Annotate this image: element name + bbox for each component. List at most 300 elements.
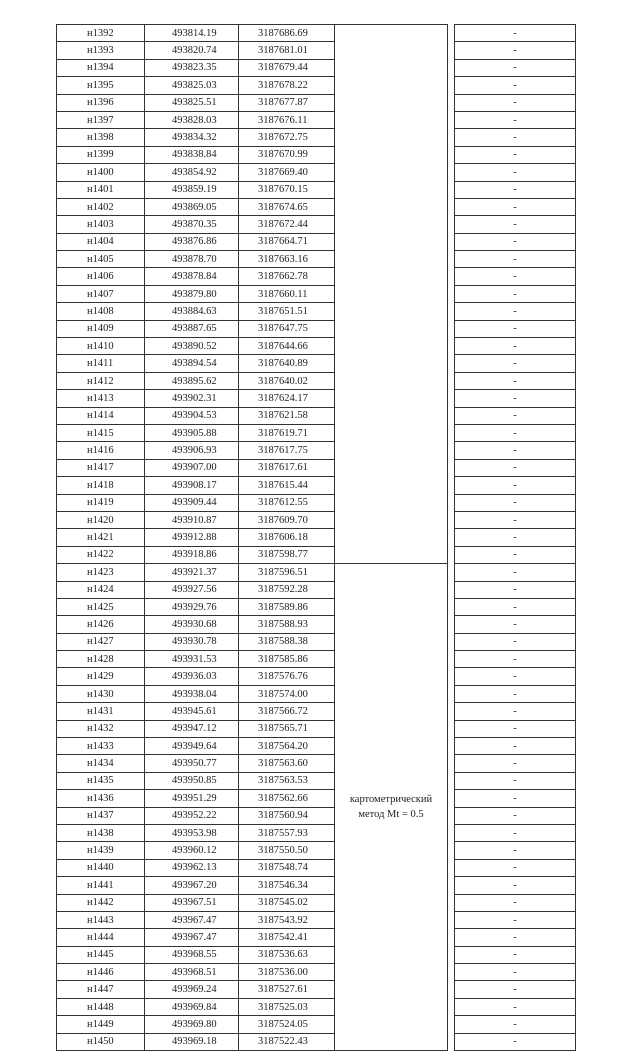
spacer-cell [448,338,455,355]
x-coordinate-cell: 493878.70 [145,251,239,268]
x-coordinate-cell: 493825.51 [145,94,239,111]
table-row [57,477,576,494]
point-id-cell: н1422 [57,546,145,563]
x-coordinate-cell: 493967.51 [145,894,239,911]
note-cell: - [455,268,576,285]
x-coordinate-cell: 493879.80 [145,285,239,302]
note-cell: - [455,1033,576,1050]
spacer-cell [448,859,455,876]
spacer-cell [448,77,455,94]
y-coordinate-cell: 3187609.70 [239,511,335,528]
spacer-cell [448,772,455,789]
y-coordinate-cell: 3187670.99 [239,146,335,163]
note-cell: - [455,685,576,702]
y-coordinate-cell: 3187640.89 [239,355,335,372]
y-coordinate-cell: 3187564.20 [239,738,335,755]
x-coordinate-cell: 493905.88 [145,424,239,441]
spacer-cell [448,598,455,615]
y-coordinate-cell: 3187525.03 [239,998,335,1015]
x-coordinate-cell: 493828.03 [145,111,239,128]
spacer-cell [448,111,455,128]
table-row [57,424,576,441]
table-row [57,720,576,737]
y-coordinate-cell: 3187615.44 [239,477,335,494]
table-row [57,42,576,59]
table-row [57,181,576,198]
x-coordinate-cell: 493929.76 [145,598,239,615]
spacer-cell [448,842,455,859]
x-coordinate-cell: 493908.17 [145,477,239,494]
point-id-cell: н1410 [57,338,145,355]
table-row [57,998,576,1015]
spacer-cell [448,251,455,268]
y-coordinate-cell: 3187543.92 [239,911,335,928]
note-cell: - [455,877,576,894]
spacer-cell [448,94,455,111]
note-cell: - [455,390,576,407]
y-coordinate-cell: 3187647.75 [239,320,335,337]
x-coordinate-cell: 493838.84 [145,146,239,163]
y-coordinate-cell: 3187676.11 [239,111,335,128]
x-coordinate-cell: 493876.86 [145,233,239,250]
y-coordinate-cell: 3187527.61 [239,981,335,998]
method-cell-upper [335,25,448,564]
point-id-cell: н1440 [57,859,145,876]
table-row [57,598,576,615]
spacer-cell [448,894,455,911]
note-cell: - [455,738,576,755]
spacer-cell [448,285,455,302]
table-row [57,807,576,824]
note-cell: - [455,946,576,963]
y-coordinate-cell: 3187574.00 [239,685,335,702]
table-row [57,633,576,650]
y-coordinate-cell: 3187679.44 [239,59,335,76]
y-coordinate-cell: 3187670.15 [239,181,335,198]
x-coordinate-cell: 493953.98 [145,824,239,841]
y-coordinate-cell: 3187562.66 [239,790,335,807]
spacer-cell [448,372,455,389]
note-cell: - [455,494,576,511]
x-coordinate-cell: 493878.84 [145,268,239,285]
x-coordinate-cell: 493854.92 [145,164,239,181]
table-row [57,842,576,859]
x-coordinate-cell: 493947.12 [145,720,239,737]
table-row [57,372,576,389]
y-coordinate-cell: 3187592.28 [239,581,335,598]
spacer-cell [448,581,455,598]
x-coordinate-cell: 493949.64 [145,738,239,755]
x-coordinate-cell: 493945.61 [145,703,239,720]
point-id-cell: н1416 [57,442,145,459]
x-coordinate-cell: 493969.80 [145,1016,239,1033]
y-coordinate-cell: 3187651.51 [239,303,335,320]
table-row [57,824,576,841]
x-coordinate-cell: 493910.87 [145,511,239,528]
x-coordinate-cell: 493859.19 [145,181,239,198]
point-id-cell: н1435 [57,772,145,789]
point-id-cell: н1436 [57,790,145,807]
y-coordinate-cell: 3187563.60 [239,755,335,772]
point-id-cell: н1437 [57,807,145,824]
point-id-cell: н1434 [57,755,145,772]
spacer-cell [448,511,455,528]
spacer-cell [448,198,455,215]
point-id-cell: н1403 [57,216,145,233]
x-coordinate-cell: 493909.44 [145,494,239,511]
table-row [57,546,576,563]
point-id-cell: н1442 [57,894,145,911]
point-id-cell: н1447 [57,981,145,998]
spacer-cell [448,616,455,633]
method-cell [335,564,448,1051]
note-cell: - [455,703,576,720]
point-id-cell: н1446 [57,964,145,981]
point-id-cell: н1418 [57,477,145,494]
method-note-line1: картометрический [349,794,433,806]
spacer-cell [448,407,455,424]
y-coordinate-cell: 3187566.72 [239,703,335,720]
point-id-cell: н1402 [57,198,145,215]
spacer-cell [448,1033,455,1050]
y-coordinate-cell: 3187660.11 [239,285,335,302]
table-row [57,772,576,789]
note-cell: - [455,981,576,998]
point-id-cell: н1417 [57,459,145,476]
coordinates-table [56,24,576,1051]
spacer-cell [448,738,455,755]
spacer-cell [448,807,455,824]
point-id-cell: н1411 [57,355,145,372]
table-row [57,1033,576,1050]
note-cell: - [455,424,576,441]
y-coordinate-cell: 3187672.75 [239,129,335,146]
x-coordinate-cell: 493895.62 [145,372,239,389]
y-coordinate-cell: 3187588.38 [239,633,335,650]
note-cell: - [455,755,576,772]
table-row [57,668,576,685]
x-coordinate-cell: 493938.04 [145,685,239,702]
table-row [57,25,576,42]
x-coordinate-cell: 493887.65 [145,320,239,337]
table-row [57,320,576,337]
point-id-cell: н1405 [57,251,145,268]
point-id-cell: н1419 [57,494,145,511]
x-coordinate-cell: 493907.00 [145,459,239,476]
note-cell: - [455,529,576,546]
x-coordinate-cell: 493951.29 [145,790,239,807]
x-coordinate-cell: 493834.32 [145,129,239,146]
point-id-cell: н1432 [57,720,145,737]
spacer-cell [448,268,455,285]
note-cell: - [455,720,576,737]
note-cell: - [455,94,576,111]
y-coordinate-cell: 3187644.66 [239,338,335,355]
y-coordinate-cell: 3187681.01 [239,42,335,59]
coordinates-table-body [57,25,576,1051]
note-cell: - [455,598,576,615]
note-cell: - [455,911,576,928]
table-row [57,251,576,268]
table-row [57,651,576,668]
table-row [57,859,576,876]
x-coordinate-cell: 493967.47 [145,929,239,946]
table-row [57,911,576,928]
table-row [57,459,576,476]
note-cell: - [455,964,576,981]
y-coordinate-cell: 3187640.02 [239,372,335,389]
table-row [57,146,576,163]
y-coordinate-cell: 3187674.65 [239,198,335,215]
note-cell: - [455,181,576,198]
note-cell: - [455,477,576,494]
spacer-cell [448,25,455,42]
y-coordinate-cell: 3187550.50 [239,842,335,859]
note-cell: - [455,651,576,668]
table-row [57,338,576,355]
table-row [57,529,576,546]
point-id-cell: н1425 [57,598,145,615]
note-cell: - [455,285,576,302]
note-cell: - [455,146,576,163]
table-row [57,407,576,424]
table-row [57,390,576,407]
spacer-cell [448,529,455,546]
spacer-cell [448,320,455,337]
y-coordinate-cell: 3187619.71 [239,424,335,441]
method-note-line2: метод Mt = 0.5 [358,809,424,821]
x-coordinate-cell: 493820.74 [145,42,239,59]
spacer-cell [448,633,455,650]
point-id-cell: н1400 [57,164,145,181]
spacer-cell [448,911,455,928]
table-row [57,94,576,111]
x-coordinate-cell: 493962.13 [145,859,239,876]
x-coordinate-cell: 493930.68 [145,616,239,633]
table-row [57,755,576,772]
point-id-cell: н1415 [57,424,145,441]
point-id-cell: н1392 [57,25,145,42]
spacer-cell [448,459,455,476]
point-id-cell: н1406 [57,268,145,285]
table-row [57,564,576,581]
table-row [57,894,576,911]
table-row [57,790,576,807]
table-row [57,616,576,633]
y-coordinate-cell: 3187536.00 [239,964,335,981]
table-row [57,285,576,302]
spacer-cell [448,877,455,894]
y-coordinate-cell: 3187672.44 [239,216,335,233]
spacer-cell [448,929,455,946]
point-id-cell: н1413 [57,390,145,407]
table-row [57,303,576,320]
x-coordinate-cell: 493968.55 [145,946,239,963]
spacer-cell [448,946,455,963]
point-id-cell: н1441 [57,877,145,894]
note-cell: - [455,407,576,424]
table-row [57,685,576,702]
spacer-cell [448,59,455,76]
point-id-cell: н1430 [57,685,145,702]
spacer-cell [448,442,455,459]
x-coordinate-cell: 493902.31 [145,390,239,407]
x-coordinate-cell: 493814.19 [145,25,239,42]
note-cell: - [455,546,576,563]
y-coordinate-cell: 3187606.18 [239,529,335,546]
x-coordinate-cell: 493825.03 [145,77,239,94]
x-coordinate-cell: 493912.88 [145,529,239,546]
x-coordinate-cell: 493952.22 [145,807,239,824]
point-id-cell: н1428 [57,651,145,668]
note-cell: - [455,111,576,128]
spacer-cell [448,1016,455,1033]
table-row [57,946,576,963]
y-coordinate-cell: 3187624.17 [239,390,335,407]
y-coordinate-cell: 3187686.69 [239,25,335,42]
table-row [57,233,576,250]
spacer-cell [448,477,455,494]
spacer-cell [448,651,455,668]
y-coordinate-cell: 3187663.16 [239,251,335,268]
y-coordinate-cell: 3187617.61 [239,459,335,476]
point-id-cell: н1399 [57,146,145,163]
spacer-cell [448,964,455,981]
spacer-cell [448,42,455,59]
y-coordinate-cell: 3187545.02 [239,894,335,911]
note-cell: - [455,320,576,337]
x-coordinate-cell: 493950.77 [145,755,239,772]
note-cell: - [455,164,576,181]
x-coordinate-cell: 493870.35 [145,216,239,233]
note-cell: - [455,859,576,876]
x-coordinate-cell: 493906.93 [145,442,239,459]
table-row [57,511,576,528]
spacer-cell [448,755,455,772]
table-row [57,129,576,146]
x-coordinate-cell: 493967.47 [145,911,239,928]
y-coordinate-cell: 3187677.87 [239,94,335,111]
note-cell: - [455,251,576,268]
point-id-cell: н1439 [57,842,145,859]
y-coordinate-cell: 3187546.34 [239,877,335,894]
table-row [57,59,576,76]
note-cell: - [455,372,576,389]
note-cell: - [455,25,576,42]
point-id-cell: н1395 [57,77,145,94]
x-coordinate-cell: 493950.85 [145,772,239,789]
note-cell: - [455,790,576,807]
x-coordinate-cell: 493960.12 [145,842,239,859]
point-id-cell: н1433 [57,738,145,755]
y-coordinate-cell: 3187621.58 [239,407,335,424]
note-cell: - [455,842,576,859]
y-coordinate-cell: 3187612.55 [239,494,335,511]
y-coordinate-cell: 3187557.93 [239,824,335,841]
spacer-cell [448,146,455,163]
point-id-cell: н1450 [57,1033,145,1050]
point-id-cell: н1393 [57,42,145,59]
spacer-cell [448,546,455,563]
y-coordinate-cell: 3187664.71 [239,233,335,250]
table-row [57,355,576,372]
y-coordinate-cell: 3187548.74 [239,859,335,876]
point-id-cell: н1412 [57,372,145,389]
point-id-cell: н1407 [57,285,145,302]
point-id-cell: н1443 [57,911,145,928]
table-row [57,981,576,998]
x-coordinate-cell: 493931.53 [145,651,239,668]
y-coordinate-cell: 3187662.78 [239,268,335,285]
y-coordinate-cell: 3187536.63 [239,946,335,963]
x-coordinate-cell: 493918.86 [145,546,239,563]
spacer-cell [448,720,455,737]
table-row [57,964,576,981]
spacer-cell [448,216,455,233]
point-id-cell: н1414 [57,407,145,424]
note-cell: - [455,59,576,76]
table-row [57,77,576,94]
note-cell: - [455,668,576,685]
x-coordinate-cell: 493927.56 [145,581,239,598]
spacer-cell [448,355,455,372]
point-id-cell: н1429 [57,668,145,685]
table-row [57,268,576,285]
note-cell: - [455,616,576,633]
x-coordinate-cell: 493969.18 [145,1033,239,1050]
spacer-cell [448,824,455,841]
note-cell: - [455,581,576,598]
x-coordinate-cell: 493894.54 [145,355,239,372]
y-coordinate-cell: 3187563.53 [239,772,335,789]
note-cell: - [455,233,576,250]
y-coordinate-cell: 3187585.86 [239,651,335,668]
x-coordinate-cell: 493890.52 [145,338,239,355]
y-coordinate-cell: 3187576.76 [239,668,335,685]
point-id-cell: н1420 [57,511,145,528]
y-coordinate-cell: 3187565.71 [239,720,335,737]
point-id-cell: н1445 [57,946,145,963]
note-cell: - [455,129,576,146]
note-cell: - [455,77,576,94]
x-coordinate-cell: 493904.53 [145,407,239,424]
table-row [57,216,576,233]
point-id-cell: н1438 [57,824,145,841]
point-id-cell: н1448 [57,998,145,1015]
note-cell: - [455,42,576,59]
note-cell: - [455,338,576,355]
x-coordinate-cell: 493823.35 [145,59,239,76]
y-coordinate-cell: 3187596.51 [239,564,335,581]
spacer-cell [448,703,455,720]
note-cell: - [455,633,576,650]
note-cell: - [455,442,576,459]
y-coordinate-cell: 3187617.75 [239,442,335,459]
note-cell: - [455,772,576,789]
table-row [57,442,576,459]
y-coordinate-cell: 3187588.93 [239,616,335,633]
x-coordinate-cell: 493969.24 [145,981,239,998]
point-id-cell: н1424 [57,581,145,598]
x-coordinate-cell: 493884.63 [145,303,239,320]
table-row [57,164,576,181]
point-id-cell: н1408 [57,303,145,320]
table-row [57,111,576,128]
table-row [57,198,576,215]
point-id-cell: н1396 [57,94,145,111]
note-cell: - [455,1016,576,1033]
x-coordinate-cell: 493936.03 [145,668,239,685]
